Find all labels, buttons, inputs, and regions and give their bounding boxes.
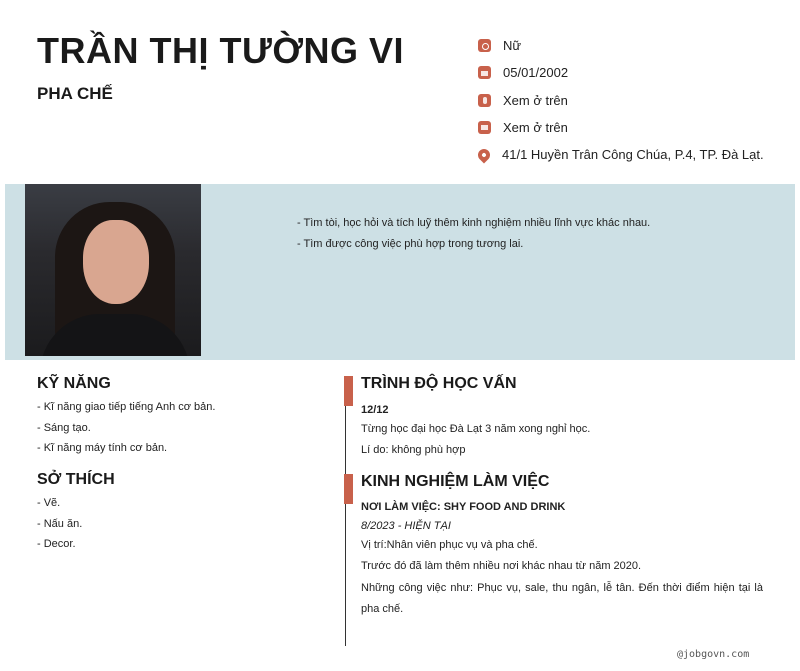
calendar-icon — [478, 66, 491, 79]
address-value: 41/1 Huyền Trân Công Chúa, P.4, TP. Đà Lạt. — [502, 147, 764, 163]
education-level: 12/12 — [361, 404, 389, 416]
hobby-item: - Vẽ. — [37, 497, 61, 509]
contact-address — [478, 141, 764, 168]
gender-icon — [478, 39, 491, 52]
birthday-value: 05/01/2002 — [503, 65, 569, 81]
hobbies-list — [37, 495, 82, 557]
experience-title: KINH NGHIỆM LÀM VIỆC — [361, 473, 550, 490]
job-title: PHA CHẾ — [37, 84, 113, 103]
hobby-item: - Decor. — [37, 538, 76, 550]
timeline-divider — [345, 376, 346, 646]
watermark: @jobgovn.com — [677, 649, 750, 660]
location-icon — [476, 146, 493, 163]
phone-icon — [478, 94, 491, 107]
education-detail: Lí do: không phù hợp — [361, 444, 466, 456]
contact-gender — [478, 32, 764, 59]
hobbies-title: SỞ THÍCH — [37, 471, 115, 488]
contact-birthday — [478, 59, 764, 86]
skills-title: KỸ NĂNG — [37, 375, 111, 392]
education-marker — [344, 376, 353, 406]
career-objectives — [297, 215, 650, 257]
education-title: TRÌNH ĐỘ HỌC VẤN — [361, 375, 517, 392]
contact-email — [478, 114, 764, 141]
experience-detail: Trước đó đã làm thêm nhiều nơi khác nhau từ năm 2020. — [361, 560, 642, 572]
candidate-name: TRẦN THỊ TƯỜNG VI — [37, 30, 405, 71]
skills-list — [37, 399, 215, 461]
education-detail: Từng học đại học Đà Lạt 3 năm xong nghỉ học. — [361, 423, 591, 435]
mail-icon — [478, 121, 491, 134]
phone-value: Xem ở trên — [503, 92, 568, 108]
skill-item: - Sáng tạo. — [37, 421, 91, 434]
skill-item: - Kĩ năng giao tiếp tiếng Anh cơ bản. — [37, 401, 216, 413]
objective-item: - Tìm tòi, học hỏi và tích luỹ thêm kinh nghiệm nhiều lĩnh vực khác nhau. — [297, 217, 651, 229]
contact-phone — [478, 87, 764, 114]
gender-value: Nữ — [503, 38, 522, 54]
experience-detail: Vị trí:Nhân viên phục vụ và pha chế. — [361, 539, 538, 551]
email-value: Xem ở trên — [503, 120, 568, 136]
profile-photo — [25, 184, 201, 356]
objective-item: - Tìm được công việc phù hợp trong tương lai. — [297, 238, 524, 250]
experience-period: 8/2023 - HIỆN TẠI — [361, 520, 451, 532]
skill-item: - Kĩ năng máy tính cơ bản. — [37, 442, 168, 454]
contact-list — [478, 32, 764, 168]
hobby-item: - Nấu ăn. — [37, 517, 83, 530]
experience-company: NƠI LÀM VIỆC: SHY FOOD AND DRINK — [361, 501, 566, 513]
experience-paragraph: Những công việc như: Phục vụ, sale, thu ngân, lễ tân. Đến thời điểm hiện tại là pha chế. — [361, 582, 763, 615]
experience-marker — [344, 474, 353, 504]
